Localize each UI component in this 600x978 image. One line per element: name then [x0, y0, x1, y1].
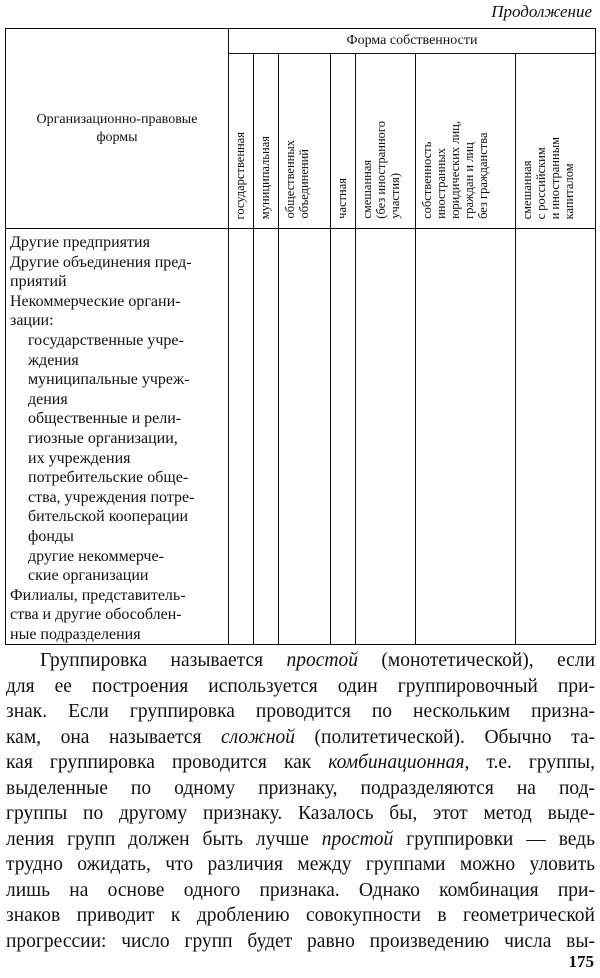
continued-label: Продолжение: [491, 2, 592, 21]
text-line: для ее построения используется один группировочный при-: [6, 675, 595, 697]
page-number: 175: [568, 952, 594, 971]
table-row-label: потребительские обще-: [28, 469, 189, 487]
table-row-label: ства, учреждения потре-: [28, 488, 195, 506]
body-paragraph: [6, 648, 595, 954]
table-row-label: дения: [28, 390, 68, 408]
table-row-label: ждения: [28, 351, 79, 369]
table-row-label: Некоммерческие органи-: [10, 292, 181, 310]
ownership-table: [5, 28, 596, 645]
table-empty-cell: [416, 229, 516, 645]
text-line: трудно ожидать, что различия между группами можно уловить: [6, 854, 595, 875]
table-empty-cell: [279, 229, 331, 645]
text-line: прогрессии: число групп будет равно произведению числа вы-: [6, 930, 595, 952]
ownership-column-header: государственная: [229, 54, 254, 229]
text-line: кая группировка проводится как комбинационная, т.е. группы,: [6, 752, 595, 773]
table-empty-cell: [331, 229, 356, 645]
table-row-label: ные подразделения: [10, 625, 141, 643]
text-line: знаков приводит к дроблению совокупности в геометрической: [6, 905, 595, 926]
table-row-label: ства и другие обособлен-: [10, 606, 182, 624]
ownership-column-header: смешанная с российским и иностранным капиталом: [516, 54, 596, 229]
text-line: лишь на основе одного признака. Однако комбинация при-: [6, 879, 595, 901]
table-row-label: Другие предприятия: [10, 234, 150, 251]
text-line: ления групп должен быть лучше простой группировки — ведь: [6, 828, 595, 850]
table-row-label: другие некоммерче-: [28, 547, 164, 565]
table-empty-cell: [356, 229, 416, 645]
org-forms-list: [6, 229, 229, 645]
text-line: Группировка называется простой (монотетической), если: [40, 650, 595, 671]
ownership-column-header: смешанная (без иностранного участия): [356, 54, 416, 229]
ownership-column-header: собственность иностранных юридических лиц, граждан и лиц без гражданства: [416, 54, 516, 229]
org-forms-header: Организационно-правовые формы: [6, 29, 229, 229]
table-empty-cell: [254, 229, 279, 645]
text-line: группы по другому признаку. Казалось бы, этот метод выде-: [6, 803, 595, 824]
table-row-label: государственные учре-: [28, 331, 184, 349]
table-row-label: общественные и рели-: [28, 410, 182, 428]
text-line: знак. Если группировка проводится по нескольким призна-: [6, 701, 595, 722]
table-row-label: фонды: [28, 527, 74, 545]
table-row-label: их учреждения: [28, 449, 131, 467]
table-row-label: Другие объединения пред-: [10, 253, 192, 271]
ownership-column-header: частная: [331, 54, 356, 229]
ownership-form-header: Форма собственности: [229, 29, 596, 54]
table-row-label: бительской кооперации: [28, 508, 189, 526]
ownership-column-header: общественных объединений: [279, 54, 331, 229]
table-row-label: ские организации: [28, 567, 149, 585]
table-empty-cell: [229, 229, 254, 645]
ownership-column-header: муниципальная: [254, 54, 279, 229]
table-row-label: гиозные организации,: [28, 429, 178, 447]
table-row-label: муниципальные учреж-: [28, 371, 190, 389]
table-empty-cell: [516, 229, 596, 645]
table-row-label: зации:: [10, 312, 54, 330]
text-line: выделенные по одному признаку, подразделяются на под-: [6, 777, 595, 799]
table-row-label: приятий: [10, 273, 67, 291]
table-row-label: Филиалы, представитель-: [10, 586, 186, 604]
text-line: кам, она называется сложной (политетической). Обычно та-: [6, 726, 595, 748]
